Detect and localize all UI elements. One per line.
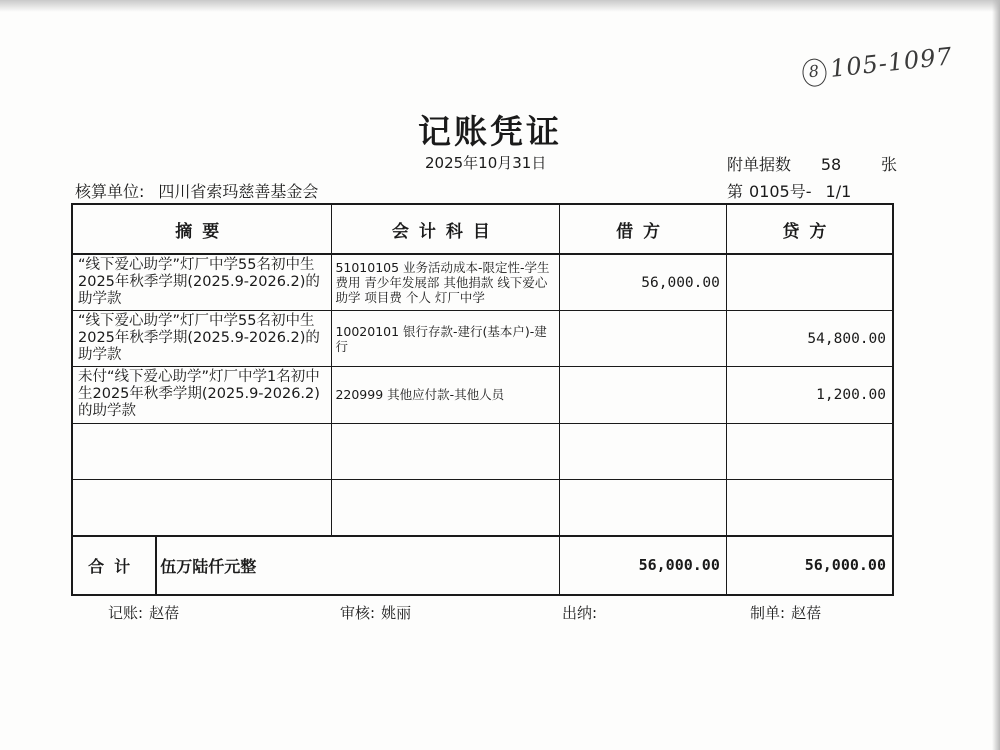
table-header-row: [72, 204, 893, 254]
preparer-name: 赵蓓: [791, 604, 822, 622]
row-debit: 56,000.00: [560, 254, 727, 311]
voucher-number-suffix: 号-: [789, 182, 812, 201]
row-account: 10020101 银行存款-建行(基本户)-建行: [332, 311, 560, 367]
row-summary: 未付“线下爱心助学”灯厂中学1名初中生2025年秋季学期(2025.9-2026.2)的助学款: [72, 367, 332, 423]
row-debit: [560, 479, 727, 536]
voucher-number: 0105: [749, 182, 790, 201]
row-debit: [560, 423, 727, 479]
row-debit: [560, 367, 727, 423]
row-account: 220999 其他应付款-其他人员: [332, 367, 560, 423]
row-summary: [72, 423, 332, 479]
attachment-unit: 张: [881, 155, 898, 174]
attachment-label: 附单据数: [727, 155, 792, 174]
attachment-count-line: [727, 152, 897, 175]
total-amount-in-words: 伍万陆仟元整: [156, 536, 559, 595]
bookkeeper-name: 赵蓓: [149, 604, 180, 622]
preparer-label: 制单:: [750, 604, 786, 622]
table-row: [72, 367, 893, 423]
header-debit: 借方: [560, 204, 727, 254]
total-debit: 56,000.00: [560, 536, 727, 595]
row-credit: [726, 423, 893, 479]
bookkeeper-label: 记账:: [108, 604, 144, 622]
handwritten-circle-number: 8: [801, 57, 828, 87]
row-credit: 54,800.00: [726, 311, 893, 367]
handwritten-note-text: 105-1097: [828, 42, 954, 83]
voucher-table: [71, 203, 894, 596]
reviewer-label: 审核:: [340, 604, 376, 622]
row-account: [332, 423, 560, 479]
scan-edge-top: [0, 0, 1000, 12]
signature-bookkeeper: [108, 602, 179, 623]
total-label: 合计: [72, 536, 156, 595]
accounting-unit-name: 四川省索玛慈善基金会: [158, 182, 319, 201]
cashier-label: 出纳:: [562, 604, 598, 622]
row-credit: [726, 254, 893, 311]
voucher-date: 2025年10月31日: [425, 154, 547, 172]
reviewer-name: 姚丽: [381, 604, 412, 622]
table-row: [72, 311, 893, 367]
total-row: [72, 536, 893, 595]
row-credit: 1,200.00: [726, 367, 893, 423]
row-account: 51010105 业务活动成本-限定性-学生费用 青少年发展部 其他捐款 线下爱心助学 项目费 个人 灯厂中学: [332, 254, 560, 311]
table-row: [72, 254, 893, 311]
total-credit: 56,000.00: [726, 536, 893, 595]
row-account: [332, 479, 560, 536]
attachment-count: 58: [820, 155, 842, 174]
voucher-page-number: 1/1: [825, 182, 852, 201]
header-account: 会计科目: [332, 204, 560, 254]
accounting-unit-label: 核算单位:: [75, 182, 145, 201]
voucher-number-prefix: 第: [727, 182, 744, 201]
voucher-number-line: [727, 179, 851, 202]
table-row-empty: [72, 423, 893, 479]
handwritten-note: [801, 42, 954, 87]
header-summary: 摘要: [72, 204, 332, 254]
row-debit: [560, 311, 727, 367]
row-summary: “线下爱心助学”灯厂中学55名初中生2025年秋季学期(2025.9-2026.2)的助学款: [72, 311, 332, 367]
table-row-empty: [72, 479, 893, 536]
scan-edge-right: [992, 0, 1000, 750]
signature-reviewer: [340, 602, 411, 623]
row-credit: [726, 479, 893, 536]
voucher-title: 记账凭证: [418, 112, 562, 151]
signature-preparer: [750, 602, 821, 623]
signature-cashier: [562, 602, 603, 623]
row-summary: [72, 479, 332, 536]
accounting-unit: [75, 179, 318, 202]
row-summary: “线下爱心助学”灯厂中学55名初中生2025年秋季学期(2025.9-2026.2)的助学款: [72, 254, 332, 311]
header-credit: 贷方: [726, 204, 893, 254]
